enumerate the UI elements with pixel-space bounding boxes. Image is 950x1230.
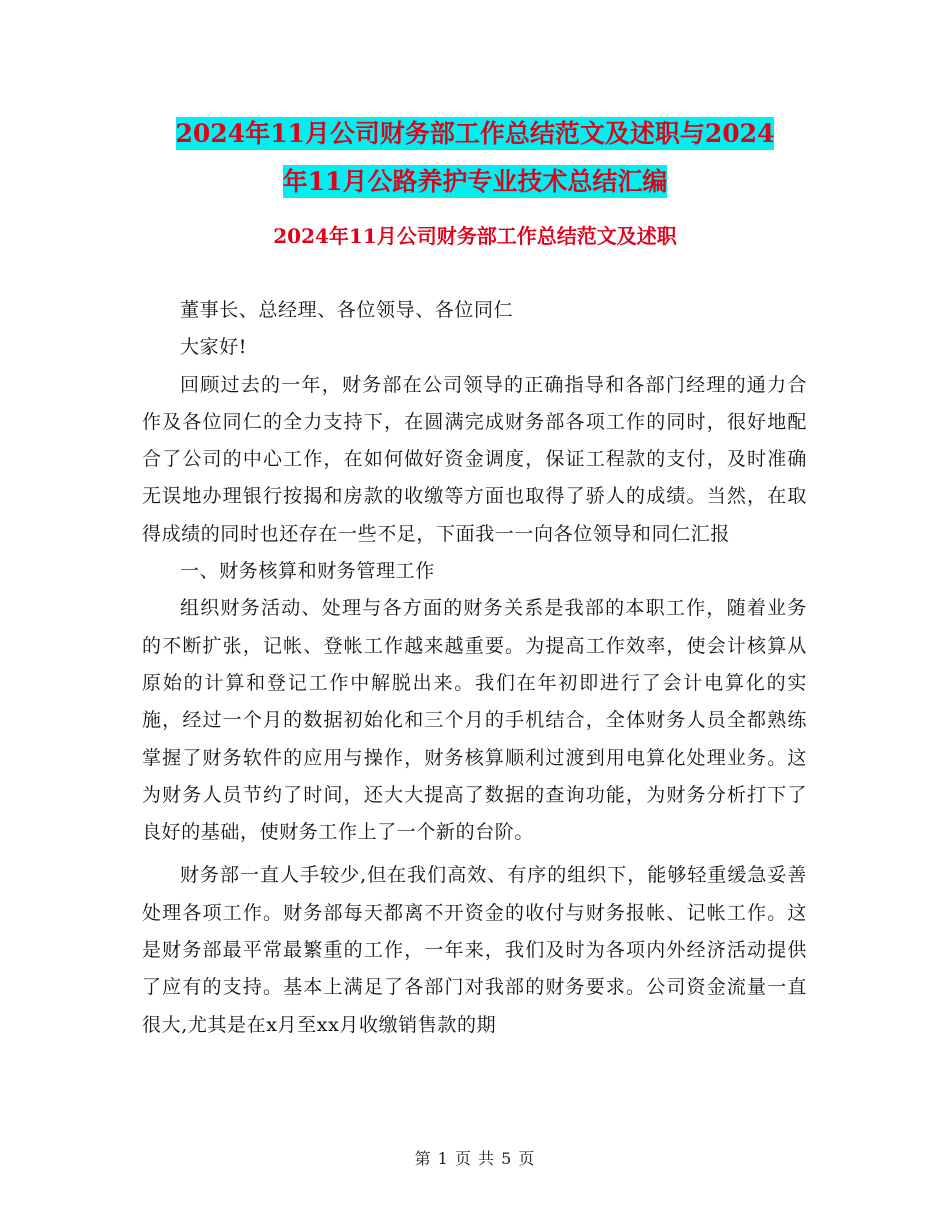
section-title: 2024年11月公司财务部工作总结范文及述职 bbox=[273, 224, 677, 248]
section-heading-1: 一、财务核算和财务管理工作 bbox=[180, 560, 435, 583]
body-text bbox=[142, 292, 807, 1044]
document-title bbox=[140, 110, 810, 206]
page-footer: 第 1 页 共 5 页 bbox=[414, 1149, 536, 1168]
paragraph-review: 回顾过去的一年，财务部在公司领导的正确指导和各部门经理的通力合作及各位同仁的全力支持下，在圆满完成财务部各项工作的同时，很好地配合了公司的中心工作，在如何做好资金调度，保证工程款的支付，及时准确无误地办理银行按揭和房款的收缴等方面也取得了骄人的成绩。当然，在取得成绩的同时也还存在一些不足，下面我一一向各位领导和同仁汇报 bbox=[142, 373, 807, 545]
title-line-2: 年11月公路养护专业技术总结汇编 bbox=[282, 167, 668, 196]
title-line-1: 2024年11月公司财务部工作总结范文及述职与2024 bbox=[175, 119, 775, 148]
greeting: 大家好! bbox=[180, 336, 248, 359]
paragraph-staffing: 财务部一直人手较少,但在我们高效、有序的组织下，能够轻重缓急妥善处理各项工作。财务部每天都离不开资金的收付与财务报帐、记帐工作。这是财务部最平常最繁重的工作，一年来，我们及时为各项内外经济活动提供了应有的支持。基本上满足了各部门对我部的财务要求。公司资金流量一直很大,尤其是在x月至xx月收缴销售款的期 bbox=[142, 864, 807, 1036]
paragraph-accounting: 组织财务活动、处理与各方面的财务关系是我部的本职工作，随着业务的不断扩张，记帐、登帐工作越来越重要。为提高工作效率，使会计核算从原始的计算和登记工作中解脱出来。我们在年初即进行了会计电算化的实施，经过一个月的数据初始化和三个月的手机结合，全体财务人员全都熟练掌握了财务软件的应用与操作，财务核算顺利过渡到用电算化处理业务。这为财务人员节约了时间，还大大提高了数据的查询功能，为财务分析打下了良好的基础，使财务工作上了一个新的台阶。 bbox=[142, 597, 807, 844]
salutation: 董事长、总经理、各位领导、各位同仁 bbox=[180, 299, 514, 321]
